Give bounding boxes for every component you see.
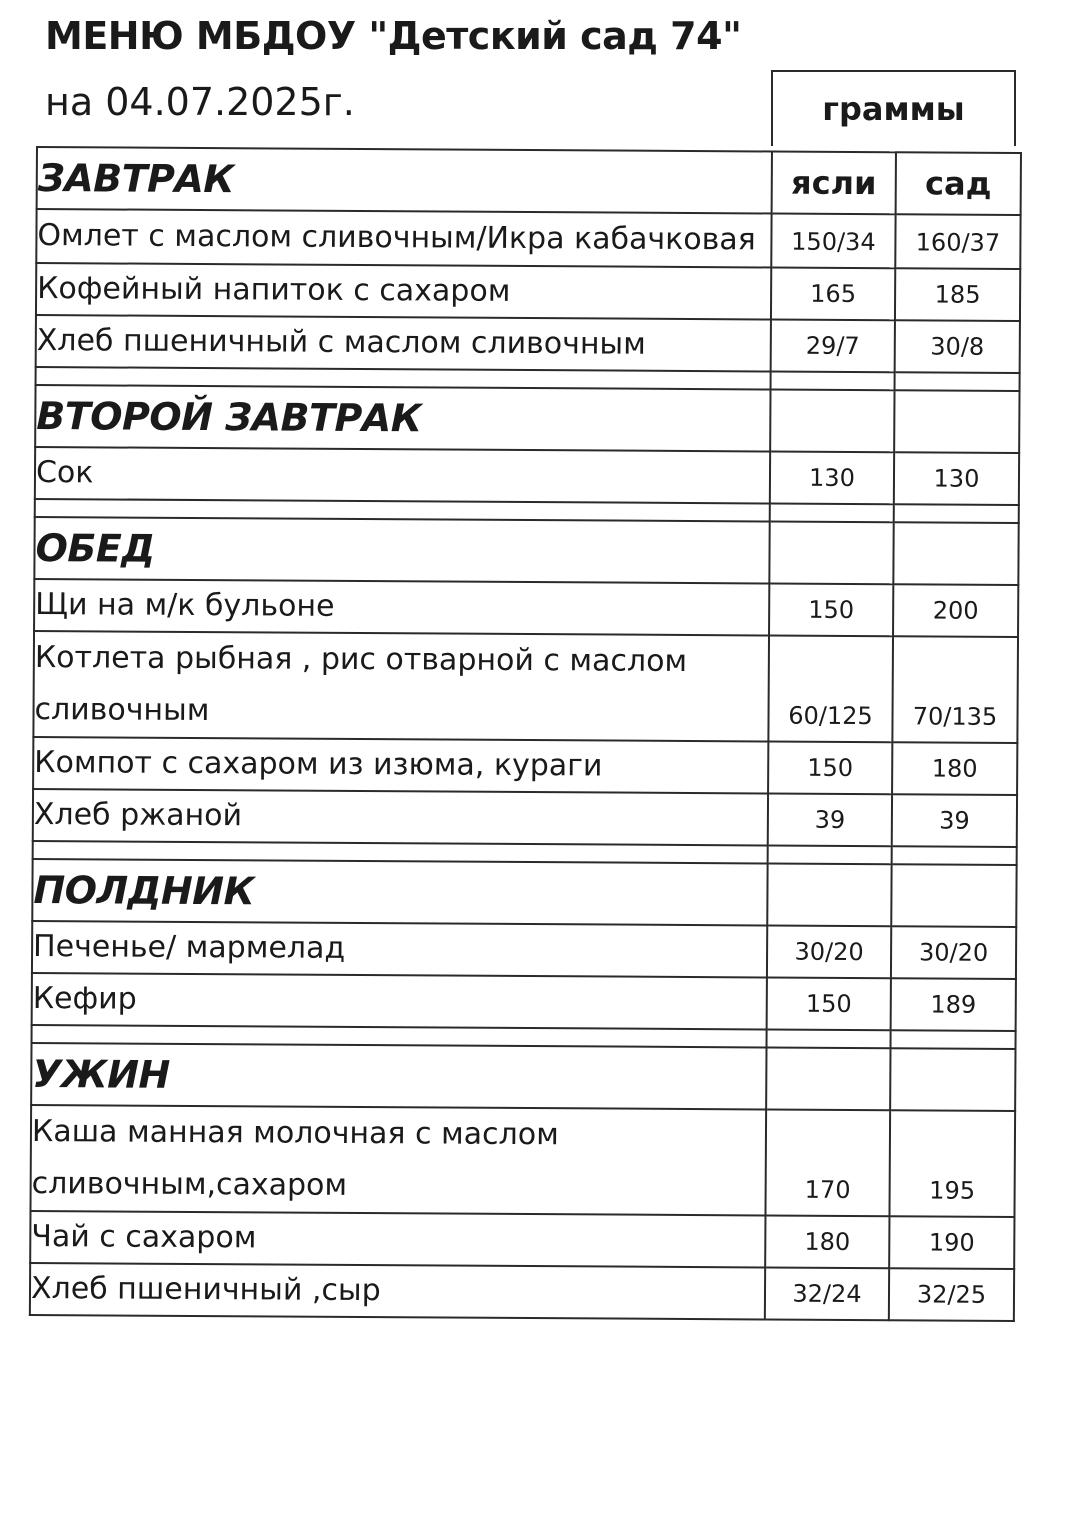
table-row [36,315,1020,373]
portion-garden: 30/8 [895,320,1020,373]
portion-nursery: 30/20 [767,925,891,978]
section-title-dinner: УЖИН [31,1043,766,1109]
portion-nursery: 150 [769,583,893,636]
portion-garden: 195 [889,1110,1015,1217]
portion-garden: 200 [893,584,1018,637]
dish-name: Хлеб ржаной [33,789,768,845]
section-title-snack: ПОЛДНИК [32,859,767,925]
dish-name: Котлета рыбная , рис отварной с маслом сливочным [33,631,769,741]
section-row-lunch [34,517,1018,585]
dish-name: Омлет с маслом сливочным/Икра кабачковая [36,209,771,267]
portion-garden: 190 [889,1216,1014,1269]
section-title-lunch: ОБЕД [34,517,769,583]
table-row [33,631,1018,743]
portion-garden: 130 [894,452,1019,505]
portion-nursery: 32/24 [765,1267,889,1320]
dish-name: Щи на м/к бульоне [34,579,769,635]
portion-garden: 30/20 [891,926,1016,979]
section-row-breakfast [37,147,1021,215]
column-header-garden: сад [896,152,1021,215]
portion-garden: 70/135 [892,636,1018,743]
portion-nursery: 170 [765,1109,890,1216]
portion-garden: 189 [891,978,1016,1031]
table-row [33,737,1017,795]
dish-name: Хлеб пшеничный ,сыр [30,1263,765,1319]
menu-date: на 04.07.2025г. [45,80,355,124]
dish-name: Кефир [32,973,767,1029]
portion-nursery: 165 [771,267,895,320]
dish-name: Чай с сахаром [30,1211,765,1267]
portion-garden: 180 [892,742,1017,795]
section-row-snack [32,859,1016,927]
dish-name: Хлеб пшеничный с маслом сливочным [36,315,771,371]
portion-nursery: 130 [770,451,894,504]
page-title: МЕНЮ МБДОУ "Детский сад 74" [45,14,742,58]
dish-name: Каша манная молочная с маслом сливочным,сахаром [30,1105,766,1215]
dish-name: Печенье/ мармелад [32,921,767,977]
dish-name: Сок [35,447,770,503]
portion-nursery: 150 [768,741,892,794]
table-row [36,263,1020,321]
table-row [30,1263,1014,1321]
table-row [33,789,1017,847]
table-row [36,209,1020,269]
section-title-second-breakfast: ВТОРОЙ ЗАВТРАК [35,385,770,451]
section-row-second-breakfast [35,385,1019,453]
portion-nursery: 39 [768,793,892,846]
portion-garden: 185 [895,268,1020,321]
column-header-nursery: ясли [772,151,896,214]
portion-garden: 32/25 [889,1268,1014,1321]
menu-table [29,146,1022,1322]
portion-nursery: 150/34 [771,213,895,268]
portion-nursery: 29/7 [771,319,895,372]
portion-nursery: 150 [767,977,891,1030]
dish-name: Кофейный напиток с сахаром [36,263,771,319]
table-row [32,921,1016,979]
section-row-dinner [31,1043,1015,1111]
portion-nursery: 60/125 [768,635,893,742]
portion-garden: 39 [892,794,1017,847]
table-row [30,1211,1014,1269]
grams-header: граммы [771,70,1016,146]
portion-nursery: 180 [765,1215,889,1268]
dish-name: Компот с сахаром из изюма, кураги [33,737,768,793]
table-row [32,973,1016,1031]
section-title-breakfast: ЗАВТРАК [37,147,772,213]
portion-garden: 160/37 [895,214,1020,269]
table-row [30,1105,1015,1217]
table-row [35,447,1019,505]
table-row [34,579,1018,637]
